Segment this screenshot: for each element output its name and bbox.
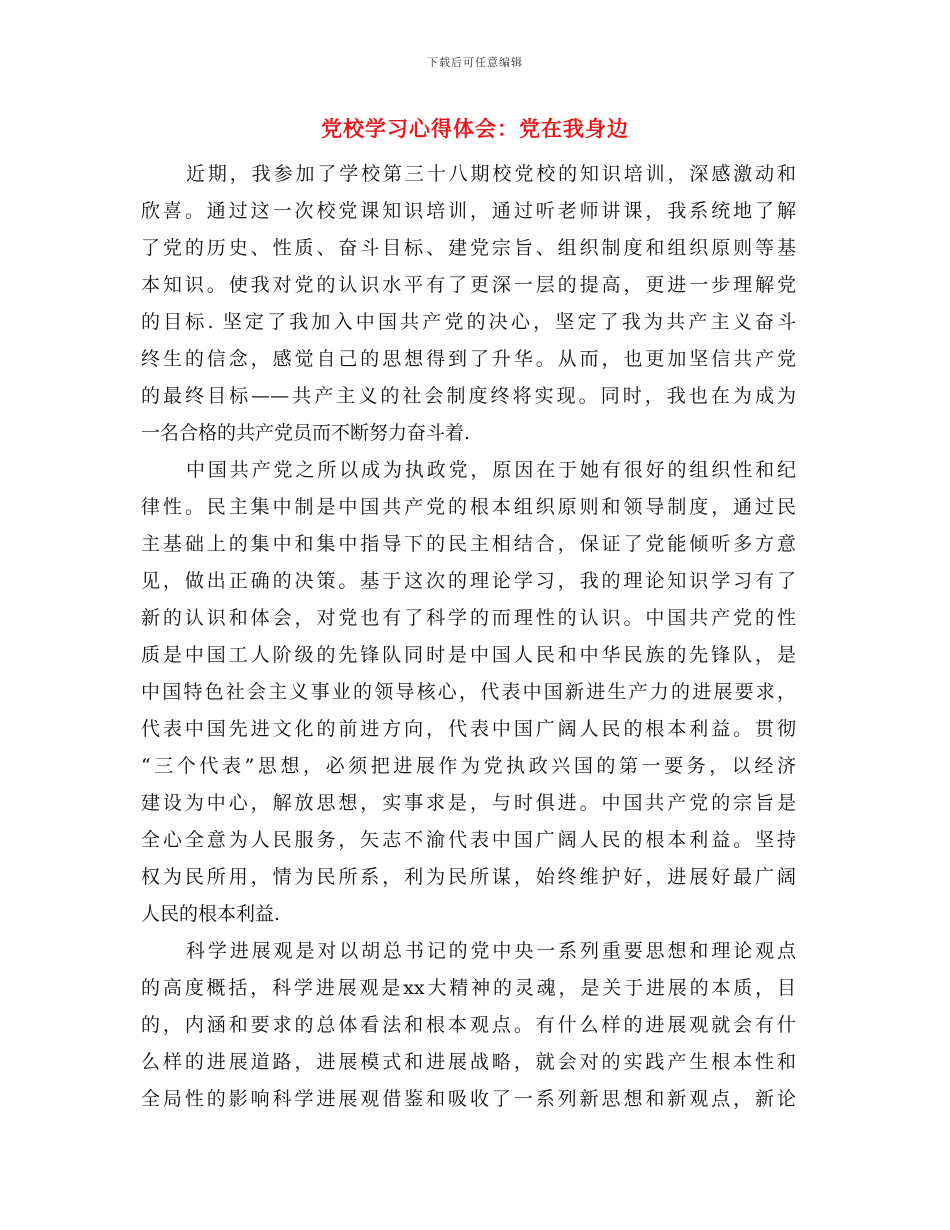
paragraph-line: 代表中国先进文化的前进方向，代表中国广阔人民的根本利益。贯彻	[141, 718, 796, 740]
paragraph-line: 的高度概括，科学进展观是xx大精神的灵魂，是关于进展的本质，目	[141, 977, 796, 999]
paragraph-line: 人民的根本利益.	[141, 903, 281, 925]
document-body	[141, 156, 796, 1118]
paragraph-line: 的目标. 坚定了我加入中国共产党的决心，坚定了我为共产主义奋斗	[141, 311, 796, 333]
paragraph-line: 新的认识和体会，对党也有了科学的而理性的认识。中国共产党的性	[141, 607, 796, 629]
paragraph-line: “三个代表”思想，必须把进展作为党执政兴国的第一要务，以经济	[141, 755, 796, 777]
paragraph-line: 全局性的影响科学进展观借鉴和吸收了一系列新思想和新观点，新论	[141, 1088, 796, 1110]
paragraph-line: 本知识。使我对党的认识水平有了更深一层的提高，更进一步理解党	[141, 274, 796, 296]
paragraph-line: 终生的信念，感觉自己的思想得到了升华。从而，也更加坚信共产党	[141, 348, 796, 370]
paragraph-line: 欣喜。通过这一次校党课知识培训，通过听老师讲课，我系统地了解	[141, 200, 796, 222]
paragraph-line: 全心全意为人民服务，矢志不渝代表中国广阔人民的根本利益。坚持	[141, 829, 796, 851]
paragraph-line: 科学进展观是对以胡总书记的党中央一系列重要思想和理论观点	[186, 940, 796, 962]
paragraph-line: 中国特色社会主义事业的领导核心，代表中国新进生产力的进展要求，	[141, 681, 796, 703]
paragraph-line: 的最终目标——共产主义的社会制度终将实现。同时，我也在为成为	[141, 385, 796, 407]
paragraph-line: 近期，我参加了学校第三十八期校党校的知识培训，深感激动和	[186, 163, 796, 185]
paragraph-line: 权为民所用，情为民所系，利为民所谋，始终维护好，进展好最广阔	[141, 866, 796, 888]
paragraph-line: 中国共产党之所以成为执政党，原因在于她有很好的组织性和纪	[186, 459, 796, 481]
paragraph-line: 见，做出正确的决策。基于这次的理论学习，我的理论知识学习有了	[141, 570, 796, 592]
paragraph-line: 主基础上的集中和集中指导下的民主相结合，保证了党能倾听多方意	[141, 533, 796, 555]
paragraph	[141, 156, 796, 452]
paragraph-line: 律性。民主集中制是中国共产党的根本组织原则和领导制度，通过民	[141, 496, 796, 518]
header-note: 下载后可任意编辑	[427, 56, 523, 69]
paragraph-line: 了党的历史、性质、奋斗目标、建党宗旨、组织制度和组织原则等基	[141, 237, 796, 259]
paragraph	[141, 933, 796, 1118]
paragraph-line: 么样的进展道路，进展模式和进展战略，就会对的实践产生根本性和	[141, 1051, 796, 1073]
paragraph	[141, 452, 796, 933]
document-title: 党校学习心得体会：党在我身边	[321, 117, 629, 141]
paragraph-line: 质是中国工人阶级的先锋队同时是中国人民和中华民族的先锋队，是	[141, 644, 796, 666]
paragraph-line: 的，内涵和要求的总体看法和根本观点。有什么样的进展观就会有什	[141, 1014, 796, 1036]
paragraph-line: 建设为中心，解放思想，实事求是，与时俱进。中国共产党的宗旨是	[141, 792, 796, 814]
paragraph-line: 一名合格的共产党员而不断努力奋斗着.	[141, 422, 471, 444]
